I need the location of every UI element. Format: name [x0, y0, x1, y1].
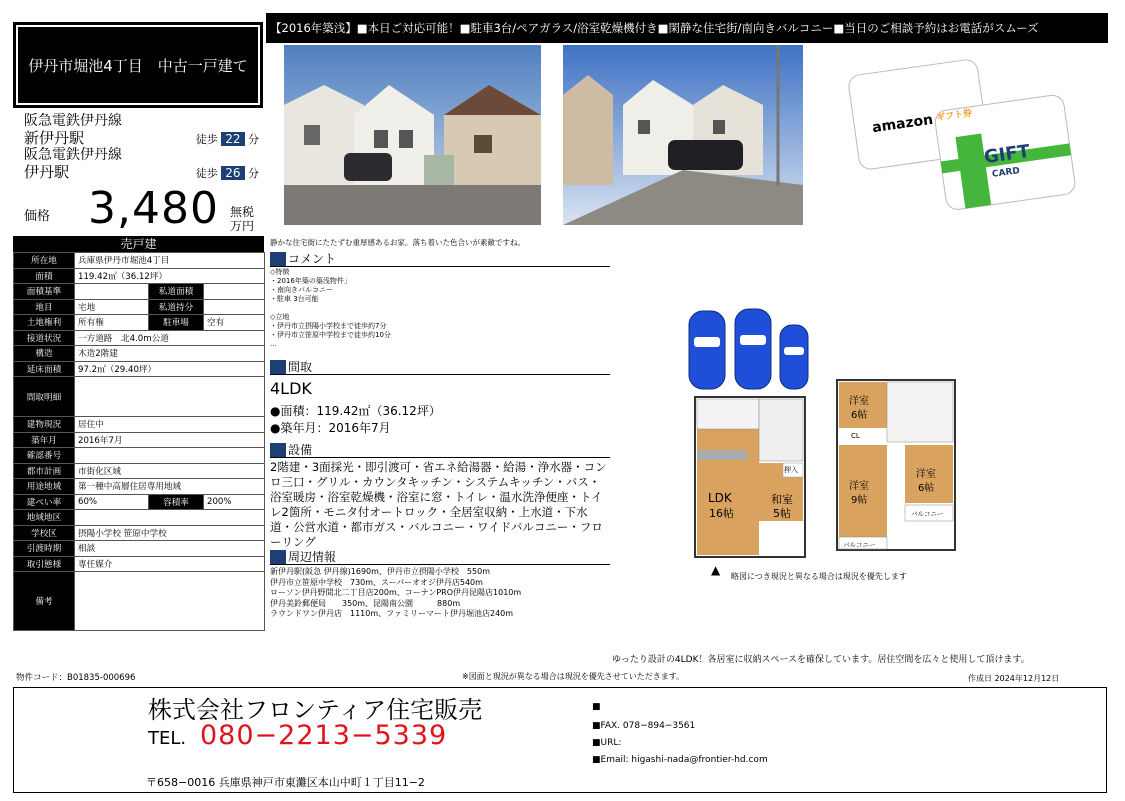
house-photo-2-image — [563, 45, 803, 225]
company-url[interactable]: ■URL: — [592, 738, 622, 748]
room-yoshitsu-1-size: 6帖 — [851, 410, 868, 421]
spec-label: 地域地区 — [14, 510, 75, 526]
spec-value: 居住中 — [75, 417, 265, 433]
comment-line: ・2016年築の築浅物件」 — [270, 277, 351, 285]
house-photo-2 — [563, 45, 803, 225]
spec-title: 売戸建 — [13, 236, 264, 252]
spec-label: 確認番号 — [14, 448, 75, 464]
photo-caption: 静かな住宅街にたたずむ重厚感あるお家。落ち着いた色合いが素敵ですね。 — [270, 238, 525, 247]
walk-label: 徒歩 — [195, 132, 218, 146]
nearby-section — [270, 550, 610, 620]
spec-value: 専任媒介 — [75, 556, 265, 572]
spec-value: 97.2㎡（29.40坪） — [75, 361, 265, 377]
price-label: 価格 — [24, 209, 51, 224]
room-ldk: LDK — [708, 491, 732, 505]
spec-label: 学校区 — [14, 525, 75, 541]
spec-value — [75, 377, 265, 417]
comment-line: ◇特徴 — [270, 268, 290, 276]
spec-value — [204, 284, 265, 300]
floorplan — [685, 305, 965, 590]
disclaimer: ※図面と現況が異なる場合は現況を優先させていただきます。 — [462, 672, 685, 681]
equipment-text: 2階建・3面採光・即引渡可・省エネ給湯器・給湯・浄水器・コンロ三口・グリル・カウンタキッチン・システムキッチン・バス・浴室暖房・浴室乾燥機・浴室に窓・トイレ・温水洗浄便座・トイレ2箇所・モニタ付オートロック・全居室収納・上水道・下水道・公営水道・都市ガス・バルコニー・ワイドバルコニー・フローリング — [270, 460, 607, 549]
gift-brand: amazon — [871, 111, 935, 137]
spec-label: 土地権利 — [14, 315, 75, 331]
layout-heading-text: 間取 — [288, 360, 313, 374]
comment-line: ◇立地 — [270, 313, 290, 321]
layout-area: ●面積：119.42㎡（36.12坪） — [270, 404, 441, 418]
spec-label: 取引態様 — [14, 556, 75, 572]
nearby-item: ラウンドワン伊丹店 1110m、ファミリーマート伊丹堀池店240m — [270, 609, 514, 618]
nearby-item: 伊丹市立笹原中学校 730m、スーパーオオジ伊丹店540m — [270, 577, 483, 587]
comment-line: ・伊丹市立笹原中学校まで徒歩約10分 — [270, 331, 391, 339]
comment-line — [270, 304, 610, 313]
spec-label: 構造 — [14, 346, 75, 362]
gift-card-sub: CARD — [991, 166, 1021, 180]
spec-label: 建物現況 — [14, 417, 75, 433]
nearby-item: 伊丹美鈴郵便局 350m、昆陽南公園 880m — [270, 598, 461, 608]
price-unit: 万円 — [230, 219, 255, 233]
property-code: 物件コード：B01835-000696 — [16, 673, 136, 683]
station-1-name: 新伊丹駅 — [24, 129, 85, 147]
spec-label: 面積基準 — [14, 284, 75, 300]
room-ldk-size: 16帖 — [709, 507, 734, 520]
spec-label: 建ぺい率 — [14, 494, 75, 510]
top-banner: 【2016年築浅】■本日ご対応可能！■駐車3台/ペアガラス/浴室乾燥機付き■閑静な住宅街/南向きバルコニー■当日のご相談予約はお電話がスムーズ — [266, 13, 1108, 43]
walk-unit: 分 — [248, 166, 259, 180]
comment-line: ・南向きバルコニー — [270, 286, 333, 294]
comment-heading-text: コメント — [288, 252, 337, 266]
spec-label: 延床面積 — [14, 361, 75, 377]
spec-value: 摂陽小学校 笹原中学校 — [75, 525, 265, 541]
walk-label: 徒歩 — [195, 166, 218, 180]
house-photo-1-image — [284, 45, 541, 225]
nearby-heading-text: 周辺情報 — [288, 550, 337, 564]
spec-label: 所在地 — [14, 253, 75, 269]
spec-value: 木造2階建 — [75, 346, 265, 362]
spec-label: 面積 — [14, 268, 75, 284]
room-washitsu: 和室 — [771, 493, 793, 506]
floorplan-drawing — [685, 305, 965, 590]
heading-marker — [270, 550, 286, 564]
station-1-walk — [196, 131, 259, 147]
heading-marker — [270, 252, 286, 266]
heading-marker — [270, 443, 286, 457]
room-yoshitsu-3: 洋室 — [916, 469, 936, 480]
spec-label: 都市計画 — [14, 463, 75, 479]
spec-label: 私道面積 — [149, 284, 204, 300]
comment-section — [270, 252, 610, 349]
station-2-walk — [196, 165, 259, 181]
company-fax: ■FAX. 078−894−3561 — [592, 721, 696, 731]
title-box — [13, 22, 263, 108]
spec-label: 駐車場 — [149, 315, 204, 331]
room-yoshitsu-3-size: 6帖 — [918, 483, 935, 494]
gift-brand-sub: ギフト券 — [935, 108, 973, 124]
room-balcony-2f: バルコニー — [911, 510, 944, 518]
compass-icon: ▲ — [711, 563, 721, 577]
spec-value: 一方道路 北4.0m公道 — [75, 330, 265, 346]
gift-card-image — [848, 52, 1088, 220]
walk-minutes: 22 — [221, 132, 244, 146]
page-title: 伊丹市堀池4丁目 中古一戸建て — [16, 25, 260, 105]
nearby-item: 新伊丹駅(阪急 伊丹線)1690m、伊丹市立摂陽小学校 550m — [270, 567, 490, 576]
spec-value: 200% — [204, 494, 265, 510]
equipment-section — [270, 443, 610, 550]
spec-value: 所有権 — [75, 315, 149, 331]
price-tax: 無税 — [230, 205, 255, 219]
spec-value — [75, 510, 265, 526]
equipment-heading — [270, 443, 610, 458]
room-yoshitsu-2-size: 9帖 — [851, 495, 868, 506]
tel-number[interactable]: 080−2213−5339 — [200, 720, 448, 751]
equipment-heading-text: 設備 — [288, 443, 313, 457]
room-washitsu-size: 5帖 — [773, 507, 791, 520]
comment-line: ・駐車 3台可能 — [270, 295, 319, 303]
spec-label: 引渡時期 — [14, 541, 75, 557]
spec-label: 地目 — [14, 299, 75, 315]
spec-label: 間取明細 — [14, 377, 75, 417]
room-yoshitsu-1: 洋室 — [849, 396, 869, 407]
bottom-note: ゆったり設計の4LDK！各居室に収納スペースを確保しています。居住空間を広々と使用して頂けます。 — [612, 655, 1030, 665]
heading-marker — [270, 360, 286, 374]
gift-card-title: GIFT — [982, 140, 1032, 169]
station-2-line: 阪急電鉄伊丹線 — [24, 147, 122, 163]
spec-value: 宅地 — [75, 299, 149, 315]
room-balcony: バルコニー — [843, 541, 876, 549]
spec-value — [204, 299, 265, 315]
spec-label: 用途地域 — [14, 479, 75, 495]
spec-label: 築年月 — [14, 432, 75, 448]
station-list — [24, 113, 259, 181]
spec-value: 市街化区域 — [75, 463, 265, 479]
spec-label: 私道持分 — [149, 299, 204, 315]
company-email[interactable]: ■Email: higashi-nada@frontier-hd.com — [592, 755, 768, 765]
layout-section — [270, 360, 610, 436]
price-value: 3,480 — [88, 183, 219, 234]
comment-body — [270, 268, 610, 349]
layout-heading — [270, 360, 610, 375]
nearby-item: ローソン伊丹野間北二丁目店200m、コーナンPRO伊丹昆陽店1010m — [270, 588, 522, 597]
spec-value: 60% — [75, 494, 149, 510]
comment-heading — [270, 252, 610, 267]
spec-value: 第一種中高層住居専用地域 — [75, 479, 265, 495]
spec-value: 相談 — [75, 541, 265, 557]
walk-unit: 分 — [248, 132, 259, 146]
house-photo-1 — [284, 45, 541, 225]
spec-label: 備考 — [14, 572, 75, 631]
gift-card-illustration — [848, 52, 1088, 220]
nearby-list — [270, 567, 610, 620]
comment-line: … — [270, 340, 277, 348]
spec-value — [75, 572, 265, 631]
station-2-name: 伊丹駅 — [24, 163, 70, 181]
company-address: 〒658−0016 兵庫県神戸市東灘区本山中町１丁目11−2 — [146, 776, 425, 789]
floorplan-note: 略図につき現況と異なる場合は現況を優先します — [731, 572, 907, 581]
company-contact-blank: ■ — [592, 702, 601, 712]
layout-built: ●築年月：2016年7月 — [270, 421, 391, 435]
walk-minutes: 26 — [221, 166, 244, 180]
room-closet: CL — [851, 432, 860, 440]
spec-value: 119.42㎡（36.12坪） — [75, 268, 265, 284]
room-oshi: 押入 — [784, 466, 798, 474]
company-footer — [13, 687, 1107, 793]
spec-value: 空有 — [204, 315, 265, 331]
spec-value — [75, 284, 149, 300]
tel-label: TEL. — [148, 728, 187, 749]
room-yoshitsu-2: 洋室 — [849, 481, 869, 492]
station-1-line: 阪急電鉄伊丹線 — [24, 113, 122, 129]
spec-value: 2016年7月 — [75, 432, 265, 448]
price-block — [24, 183, 264, 235]
company-name: 株式会社フロンティア住宅販売 — [148, 696, 483, 724]
spec-value: 兵庫県伊丹市堀池4丁目 — [75, 253, 265, 269]
created-date: 作成日 2024年12月12日 — [968, 674, 1060, 683]
spec-label: 容積率 — [149, 494, 204, 510]
spec-table — [13, 236, 264, 631]
spec-value — [75, 448, 265, 464]
layout-type: 4LDK — [270, 379, 312, 398]
spec-label: 接道状況 — [14, 330, 75, 346]
comment-line: ・伊丹市立摂陽小学校まで徒歩約7分 — [270, 322, 387, 330]
nearby-heading — [270, 550, 610, 565]
